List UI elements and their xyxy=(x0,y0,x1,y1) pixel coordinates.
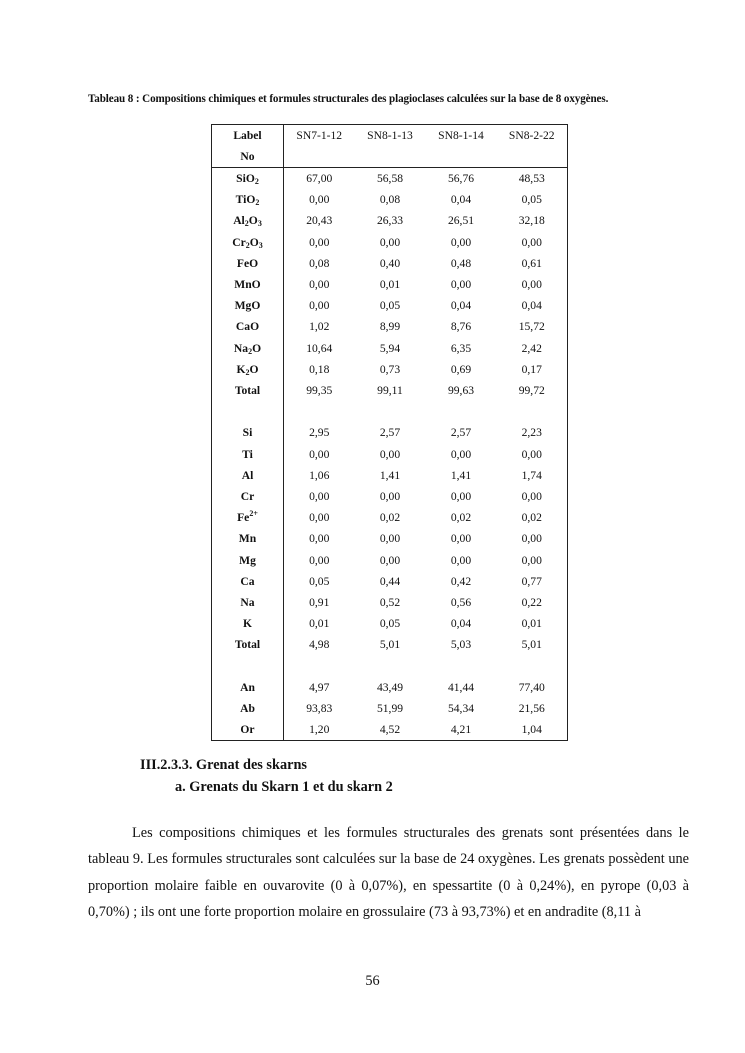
table-row xyxy=(212,359,568,380)
table-cell: 1,74 xyxy=(521,468,542,482)
table-cell: 0,73 xyxy=(379,362,401,376)
row-label: TiO$_2$ xyxy=(212,189,284,210)
table-cell: 4,97 xyxy=(309,680,330,694)
table-cell: 0,00 xyxy=(450,235,472,249)
table-cell: 0,05 xyxy=(379,299,401,313)
row-label: Na xyxy=(212,592,284,613)
table-header xyxy=(212,125,568,168)
table-row xyxy=(212,168,568,190)
table-cell: 26,33 xyxy=(376,214,404,228)
table-cell: 56,76 xyxy=(447,172,475,185)
table-cell: 0,05 xyxy=(379,617,401,631)
row-label: $Fe^{2+}$ xyxy=(212,507,284,528)
table-cell: 0,01 xyxy=(521,617,542,631)
table-row xyxy=(212,719,568,741)
column-header: SN7-1-12 xyxy=(296,129,343,142)
table-cell: 43,49 xyxy=(376,680,404,694)
table-cell: 5,94 xyxy=(379,341,401,355)
table-cell: 21,56 xyxy=(518,702,545,716)
plagioclase-composition-table xyxy=(211,124,568,741)
table-cell: 0,00 xyxy=(450,278,472,292)
table-row xyxy=(212,316,568,337)
table-cell: 0,05 xyxy=(309,574,330,588)
row-label: $Al_2O_3$ xyxy=(212,210,284,231)
spacer-row xyxy=(212,656,568,677)
table-cell: 0,05 xyxy=(521,193,542,207)
table-row xyxy=(212,232,568,253)
table-cell: 0,00 xyxy=(379,532,401,546)
table-cell: 0,01 xyxy=(309,617,330,631)
table-cell: 93,83 xyxy=(306,702,333,716)
table-cell: 5,01 xyxy=(379,638,401,652)
row-label: Si xyxy=(212,422,284,443)
table-cell: 0,00 xyxy=(521,553,542,567)
table-cell: 0,04 xyxy=(450,617,472,631)
table-cell: 1,41 xyxy=(379,468,401,482)
table-cell: 77,40 xyxy=(518,680,545,694)
table-cell: 0,00 xyxy=(309,511,330,525)
row-label: Total xyxy=(212,380,284,401)
table-cell: 0,00 xyxy=(521,235,542,249)
row-label: Al xyxy=(212,465,284,486)
table-cell: 20,43 xyxy=(306,214,333,228)
row-label: Ca xyxy=(212,571,284,592)
table-cell: 0,00 xyxy=(309,490,330,504)
table-cell: 0,04 xyxy=(450,299,472,313)
table-row xyxy=(212,189,568,210)
table-cell: 51,99 xyxy=(376,702,404,716)
table-cell: 0,00 xyxy=(521,278,542,292)
table-cell: 0,02 xyxy=(450,511,472,525)
table-cell: 5,01 xyxy=(521,638,542,652)
table-cell: 0,00 xyxy=(450,532,472,546)
table-cell: 26,51 xyxy=(447,214,475,228)
table-row xyxy=(212,571,568,592)
table-cell: 0,00 xyxy=(309,299,330,313)
table-cell: 0,52 xyxy=(379,596,401,610)
table-cell: 0,00 xyxy=(309,532,330,546)
table-cell: 0,00 xyxy=(379,490,401,504)
table-row xyxy=(212,550,568,571)
table-row xyxy=(212,210,568,231)
table-cell: 0,02 xyxy=(521,511,542,525)
table-cell: 0,00 xyxy=(379,235,401,249)
table-cell: 2,57 xyxy=(450,426,472,440)
table-row xyxy=(212,465,568,486)
table-cell: 99,35 xyxy=(306,384,333,398)
table-cell: 2,95 xyxy=(309,426,330,440)
table-cell: 0,44 xyxy=(379,574,401,588)
table-cell: 56,58 xyxy=(376,172,404,185)
row-label: Mg xyxy=(212,550,284,571)
table-cell: 4,21 xyxy=(450,723,472,737)
column-header: SN8-2-22 xyxy=(508,129,555,142)
table-cell: 0,00 xyxy=(521,532,542,546)
table-cell: 0,00 xyxy=(450,553,472,567)
row-label: MnO xyxy=(212,274,284,295)
table-cell: 1,06 xyxy=(309,468,330,482)
table-cell: 4,52 xyxy=(379,723,401,737)
column-header: SN8-1-14 xyxy=(438,129,484,142)
table-cell: 0,17 xyxy=(521,362,542,376)
row-label: An xyxy=(212,677,284,698)
table-cell: 4,98 xyxy=(309,638,330,652)
table-row xyxy=(212,253,568,274)
row-label: FeO xyxy=(212,253,284,274)
table-cell: 0,40 xyxy=(379,256,401,270)
row-label: Ab xyxy=(212,698,284,719)
body-paragraph: Les compositions chimiques et les formules structurales des grenats sont présentées dans le tableau 9. Les formules structurales sont calculées sur la base de 24 oxygènes. Les grenats possèdent une proportion molaire faible en ouvarovite (0 à 0,07%), en spessartite (0 à 0,24%), en pyrope (0,03 à 0,70%) ; ils ont une forte proportion molaire en grossulaire (73 à 93,73%) et en andradite (8,11 à xyxy=(88,825,689,920)
table-cell: 1,20 xyxy=(309,723,330,737)
table-cell: 0,48 xyxy=(450,256,472,270)
table-cell: 0,00 xyxy=(379,447,401,461)
table-cell: 0,00 xyxy=(450,447,472,461)
row-label: Ti xyxy=(212,444,284,465)
table-cell: 67,00 xyxy=(306,172,333,185)
table-cell: 0,91 xyxy=(309,596,330,610)
table-row xyxy=(212,422,568,443)
table-cell: 0,08 xyxy=(379,193,401,207)
table-cell: 2,23 xyxy=(521,426,542,440)
table-cell: 48,53 xyxy=(518,172,545,185)
table-row xyxy=(212,380,568,401)
table-cell: 6,35 xyxy=(450,341,472,355)
row-label: CaO xyxy=(212,316,284,337)
table-row xyxy=(212,634,568,655)
table-cell: 99,11 xyxy=(377,384,403,398)
table-cell: 0,04 xyxy=(521,299,542,313)
table-cell: 0,18 xyxy=(309,362,330,376)
row-label: SiO$_2$ xyxy=(212,168,284,190)
row-label: Mn xyxy=(212,528,284,549)
table-cell: 54,34 xyxy=(447,702,475,716)
row-label: Total xyxy=(212,634,284,655)
table-cell: 2,57 xyxy=(379,426,401,440)
table-row xyxy=(212,698,568,719)
table-cell: 0,00 xyxy=(450,490,472,504)
table-cell: 0,56 xyxy=(450,596,472,610)
table-cell: 0,69 xyxy=(450,362,472,376)
table-cell: 10,64 xyxy=(306,341,333,355)
table-body xyxy=(212,168,568,741)
page-number: 56 xyxy=(365,973,380,989)
table-row xyxy=(212,295,568,316)
header-no: No xyxy=(212,146,284,168)
spacer-row xyxy=(212,401,568,422)
table-cell: 0,04 xyxy=(450,193,472,207)
table-row xyxy=(212,677,568,698)
table-row xyxy=(212,274,568,295)
table-cell: 0,00 xyxy=(521,447,542,461)
row-label: $K_2O$ xyxy=(212,359,284,380)
table-row xyxy=(212,613,568,634)
table-cell: 2,42 xyxy=(521,341,542,355)
table-cell: 8,76 xyxy=(450,320,472,334)
table-cell: 0,77 xyxy=(521,574,542,588)
table-cell: 0,42 xyxy=(450,574,472,588)
table-row xyxy=(212,507,568,528)
subsection-heading: a. Grenats du Skarn 1 et du skarn 2 xyxy=(175,779,393,795)
table-row xyxy=(212,338,568,359)
table-cell: 5,03 xyxy=(450,638,472,652)
section-heading: III.2.3.3. Grenat des skarns xyxy=(140,757,307,773)
table-cell: 0,08 xyxy=(309,256,330,270)
table-cell: 0,00 xyxy=(309,278,330,292)
header-label: Label xyxy=(212,125,284,147)
table-cell: 0,22 xyxy=(521,596,542,610)
row-label: MgO xyxy=(212,295,284,316)
table-row xyxy=(212,444,568,465)
row-label: $Cr_2O_3$ xyxy=(212,232,284,253)
table-cell: 1,41 xyxy=(450,468,472,482)
table-cell: 1,04 xyxy=(521,723,542,737)
table-cell: 0,00 xyxy=(309,447,330,461)
table-cell: 41,44 xyxy=(447,680,475,694)
column-header: SN8-1-13 xyxy=(367,129,413,142)
table-cell: 32,18 xyxy=(518,214,545,228)
table-cell: 0,02 xyxy=(379,511,401,525)
table-row xyxy=(212,528,568,549)
table-cell: 0,61 xyxy=(521,256,542,270)
table-cell: 0,01 xyxy=(379,278,401,292)
table-cell: 15,72 xyxy=(518,320,545,334)
table-cell: 0,00 xyxy=(521,490,542,504)
table-cell: 0,00 xyxy=(309,553,330,567)
table-cell: 0,00 xyxy=(379,553,401,567)
table-cell: 1,02 xyxy=(309,320,330,334)
table-row xyxy=(212,486,568,507)
table-cell: 0,00 xyxy=(309,193,330,207)
row-label: K xyxy=(212,613,284,634)
row-label: $Na_2O$ xyxy=(212,338,284,359)
row-label: Cr xyxy=(212,486,284,507)
table-caption: Tableau 8 : Compositions chimiques et formules structurales des plagioclases calculées sur la base de 8 oxygènes. xyxy=(88,93,609,105)
table-cell: 99,63 xyxy=(447,384,475,398)
table-cell: 99,72 xyxy=(518,384,545,398)
table-cell: 0,00 xyxy=(309,235,330,249)
table-row xyxy=(212,592,568,613)
table-cell: 8,99 xyxy=(379,320,401,334)
row-label: Or xyxy=(212,719,284,741)
